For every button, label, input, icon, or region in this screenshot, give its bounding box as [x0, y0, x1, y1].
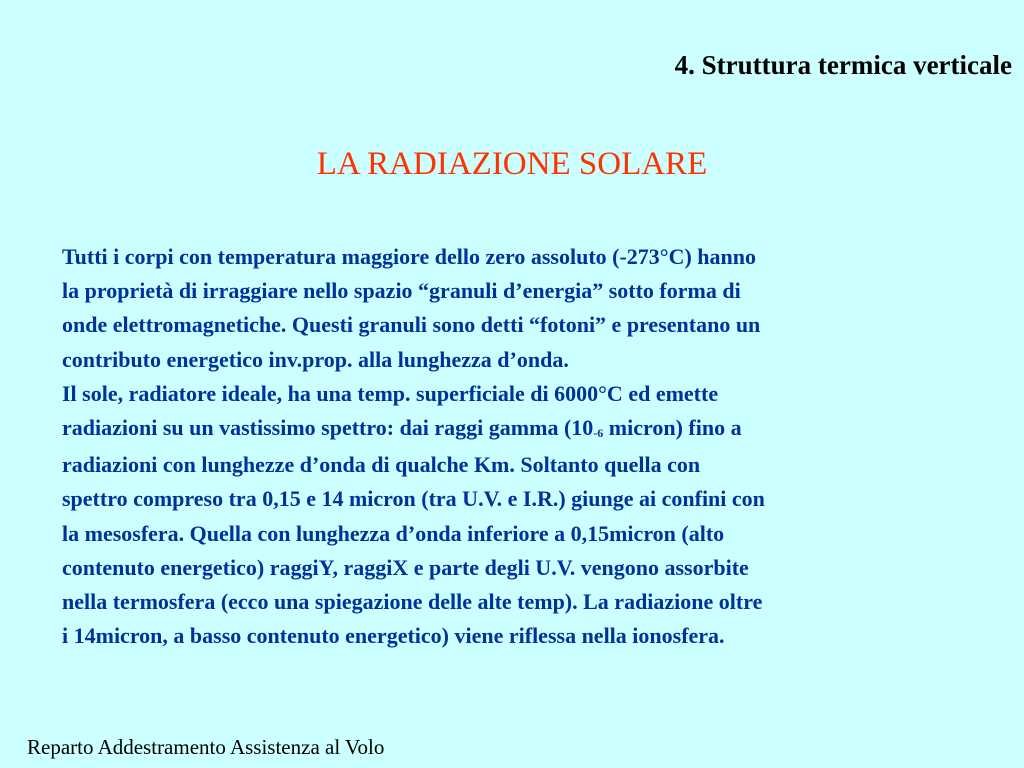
- body-line: la mesosfera. Quella con lunghezza d’onda inferiore a 0,15micron (alto: [62, 520, 725, 546]
- body-line: contenuto energetico) raggiY, raggiX e parte degli U.V. vengono assorbite: [62, 554, 749, 580]
- body-line-gamma: [62, 411, 982, 448]
- body-line: onde elettromagnetiche. Questi granuli sono detti “fotoni” e presentano un: [62, 312, 761, 338]
- body-line: spettro compreso tra 0,15 e 14 micron (tra U.V. e I.R.) giunge ai confini con: [62, 486, 765, 512]
- body-line: radiazioni con lunghezze d’onda di qualche Km. Soltanto quella con: [62, 452, 701, 478]
- body-line: la proprietà di irraggiare nello spazio “granuli d’energia” sotto forma di: [62, 278, 741, 304]
- body-line: i 14micron, a basso contenuto energetico) viene riflessa nella ionosfera.: [62, 623, 725, 649]
- body-line: Il sole, radiatore ideale, ha una temp. superficiale di 6000°C ed emette: [62, 380, 719, 406]
- body-text: [62, 240, 982, 653]
- section-heading: 4. Struttura termica verticale: [674, 50, 1012, 80]
- slide-title: LA RADIAZIONE SOLARE: [316, 146, 708, 182]
- body-line: contributo energetico inv.prop. alla lunghezza d’onda.: [62, 346, 569, 372]
- footer-text: Reparto Addestramento Assistenza al Volo: [27, 735, 385, 759]
- body-line: Tutti i corpi con temperatura maggiore dello zero assoluto (-273°C) hanno: [62, 244, 757, 269]
- gamma-text-before: radiazioni su un vastissimo spettro: dai raggi gamma (10: [62, 415, 594, 441]
- gamma-exponent: -6: [593, 426, 604, 441]
- gamma-text-after: micron) fino a: [603, 415, 742, 441]
- body-line: nella termosfera (ecco una spiegazione delle alte temp). La radiazione oltre: [62, 589, 763, 615]
